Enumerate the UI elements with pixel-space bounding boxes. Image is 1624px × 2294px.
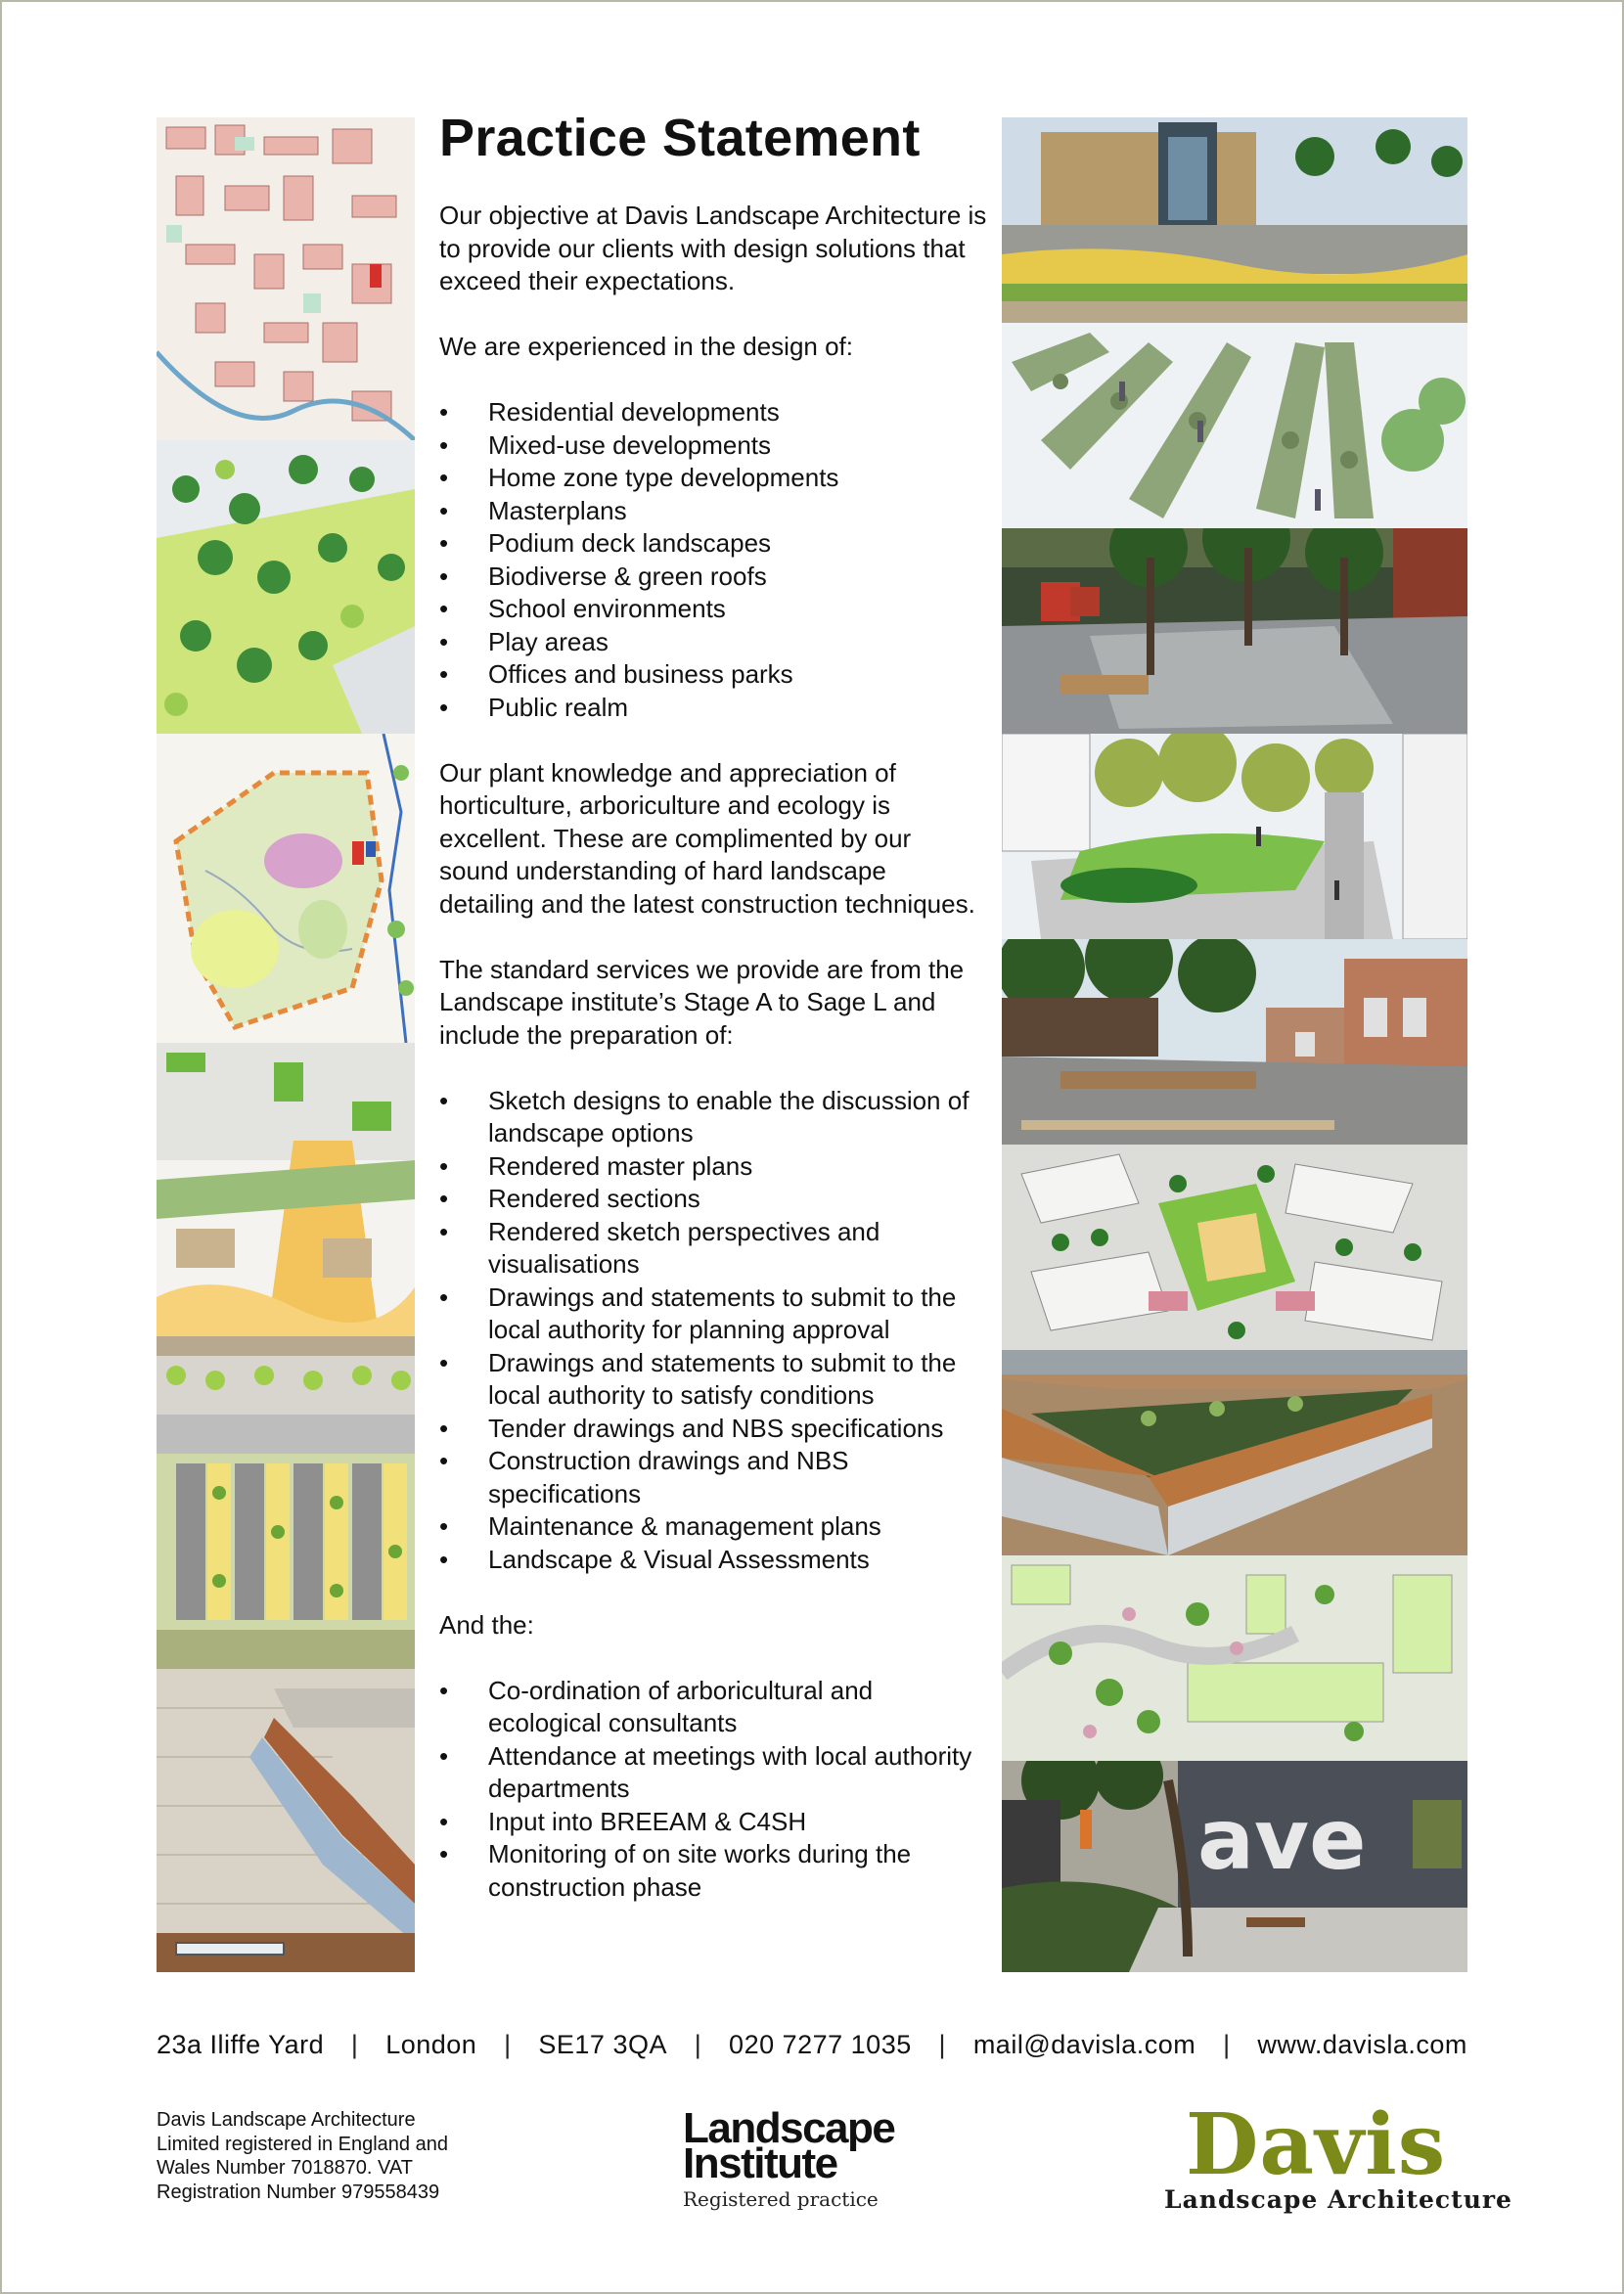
urban-masterplan-image: [157, 117, 415, 734]
intro-paragraph: Our objective at Davis Landscape Architecture is to provide our clients with design solutions that exceed their expectations.: [439, 201, 987, 295]
davis-logo-name: Davis: [1185, 2095, 1447, 2194]
site-plan-colour-image: [157, 1043, 415, 1356]
list-item: • Tender drawings and NBS specifications: [439, 1413, 987, 1446]
residential-plan-image: [157, 1356, 415, 1669]
design-types-list: [439, 396, 987, 724]
davis-logo: [1164, 2095, 1512, 2221]
separator: |: [938, 2029, 947, 2059]
list-item: • Rendered sections: [439, 1183, 987, 1216]
registration-line: Davis Landscape Architecture: [157, 2109, 416, 2131]
right-image-strip: [1002, 117, 1467, 1972]
registration-line: Limited registered in England and: [157, 2133, 448, 2155]
list-item: • Input into BREEAM & C4SH: [439, 1806, 987, 1839]
svg-text:ave: ave: [1197, 1791, 1367, 1889]
phone-text: 020 7277 1035: [729, 2029, 912, 2059]
list-item: • Residential developments: [439, 396, 987, 429]
list-item: • Podium deck landscapes: [439, 527, 987, 561]
email-link[interactable]: mail@davisla.com: [972, 2029, 1196, 2059]
address-text: 23a Iliffe Yard: [157, 2029, 325, 2059]
list-item: • Co-ordination of arboricultural and ecological consultants: [439, 1675, 987, 1740]
list-item: • Sketch designs to enable the discussion of landscape options: [439, 1085, 987, 1150]
city-text: London: [385, 2029, 477, 2059]
services-intro-paragraph: The standard services we provide are from the Landscape institute’s Stage A to Sage L and include the preparation of:: [439, 954, 965, 1050]
timber-bench-planter-photo: [1002, 1350, 1467, 1555]
landscape-institute-logo: [683, 2104, 957, 2219]
avenue-building-photo: [1002, 1761, 1467, 1972]
experienced-heading: We are experienced in the design of:: [439, 332, 854, 361]
registration-details: [157, 2108, 509, 2204]
list-item: • Drawings and statements to submit to the local authority for planning approval: [439, 1282, 987, 1347]
housing-layout-plan: [1002, 1145, 1467, 1350]
list-item: • Biodiverse & green roofs: [439, 561, 987, 594]
list-item: • Play areas: [439, 626, 987, 659]
li-logo-line3: Registered practice: [683, 2187, 879, 2211]
street-visualisation-image: [1002, 734, 1467, 939]
li-logo-line1: Landscape: [683, 2104, 895, 2152]
paving-bench-photo: [157, 1669, 415, 1972]
list-item: • Rendered sketch perspectives and visualisations: [439, 1216, 987, 1282]
list-item: • Public realm: [439, 692, 987, 725]
left-image-strip: [157, 117, 415, 1972]
list-item: • School environments: [439, 593, 987, 626]
separator: |: [350, 2029, 359, 2059]
separator: |: [504, 2029, 512, 2059]
website-link[interactable]: www.davisla.com: [1257, 2029, 1467, 2059]
list-item: • Landscape & Visual Assessments: [439, 1544, 987, 1577]
page-title: Practice Statement: [439, 109, 921, 167]
and-the-heading: And the:: [439, 1609, 534, 1640]
courtyard-trees-photo: [1002, 528, 1467, 734]
park-plan-image: [157, 734, 415, 1043]
registration-line: Registration Number 979558439: [157, 2181, 440, 2203]
building-forecourt-photo: [1002, 117, 1467, 323]
list-item: • Rendered master plans: [439, 1150, 987, 1184]
postcode-text: SE17 3QA: [538, 2029, 667, 2059]
planting-beds-visual: [1002, 323, 1467, 528]
registration-line: Wales Number 7018870. VAT: [157, 2157, 413, 2179]
plant-knowledge-paragraph: Our plant knowledge and appreciation of horticulture, arboriculture and ecology is excellent. These are complimented by our sound understanding of hard landscape detailing and the latest construction techniques.: [439, 757, 975, 919]
estate-landscape-plan: [1002, 1555, 1467, 1761]
li-logo-line2: Institute: [683, 2139, 837, 2187]
separator: |: [694, 2029, 702, 2059]
extra-services-list: [439, 1675, 987, 1905]
davis-logo-tagline: Landscape Architecture: [1164, 2185, 1512, 2214]
list-item: • Drawings and statements to submit to the local authority to satisfy conditions: [439, 1347, 987, 1413]
list-item: • Offices and business parks: [439, 658, 987, 692]
separator: |: [1223, 2029, 1231, 2059]
list-item: • Attendance at meetings with local authority departments: [439, 1740, 987, 1806]
list-item: • Masterplans: [439, 495, 987, 528]
list-item: • Monitoring of on site works during the construction phase: [439, 1838, 987, 1904]
list-item: • Construction drawings and NBS specifications: [439, 1445, 987, 1510]
list-item: • Home zone type developments: [439, 462, 987, 495]
school-building-photo: [1002, 939, 1467, 1145]
contact-line: [157, 2025, 1467, 2064]
list-item: • Mixed-use developments: [439, 429, 987, 463]
list-item: • Maintenance & management plans: [439, 1510, 987, 1544]
services-list: [439, 1085, 987, 1577]
practice-statement-text: [439, 106, 987, 1904]
